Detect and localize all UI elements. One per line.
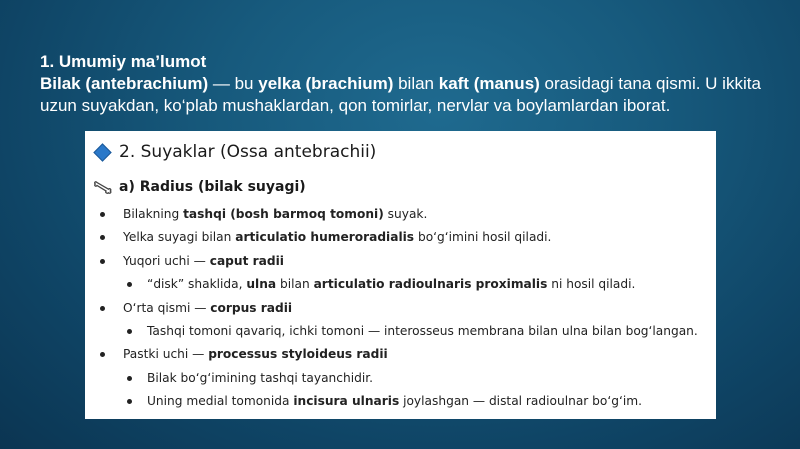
card-title: 2. Suyaklar (Ossa antebrachii) — [91, 142, 376, 162]
list-item: Yuqori uchi — caput radii — [85, 250, 716, 273]
sub-title: a) Radius (bilak suyagi) — [93, 179, 306, 195]
content-card — [85, 131, 716, 419]
intro-text — [40, 51, 770, 117]
sub-list-item: “disk” shaklida, ulna bilan articulatio radioulnaris proximalis ni hosil qiladi. — [85, 273, 716, 296]
intro-paragraph: Bilak (antebrachium) — bu yelka (brachium) bilan kaft (manus) orasidagi tana qismi. U ikkita uzun suyakdan, ko‘plab mushaklardan, qon tomirlar, nervlar va boylamlardan iborat. — [40, 74, 761, 115]
list-item: Bilakning tashqi (bosh barmoq tomoni) suyak. — [85, 203, 716, 226]
sub-list-item: Tashqi tomoni qavariq, ichki tomoni — interosseus membrana bilan ulna bilan bog‘langan. — [85, 320, 716, 343]
bullet-list — [85, 203, 716, 414]
sub-list-item: Uning medial tomonida incisura ulnaris joylashgan — distal radioulnar bo‘g‘im. — [85, 390, 716, 413]
list-item: Yelka suyagi bilan articulatio humeroradialis bo‘g‘imini hosil qiladi. — [85, 226, 716, 249]
blue-diamond-icon — [93, 143, 111, 161]
list-item: O‘rta qismi — corpus radii — [85, 297, 716, 320]
sub-list-item: Bilak bo‘g‘imining tashqi tayanchidir. — [85, 367, 716, 390]
bone-icon — [93, 179, 113, 195]
section-heading: 1. Umumiy ma’lumot — [40, 52, 207, 71]
list-item: Pastki uchi — processus styloideus radii — [85, 343, 716, 366]
